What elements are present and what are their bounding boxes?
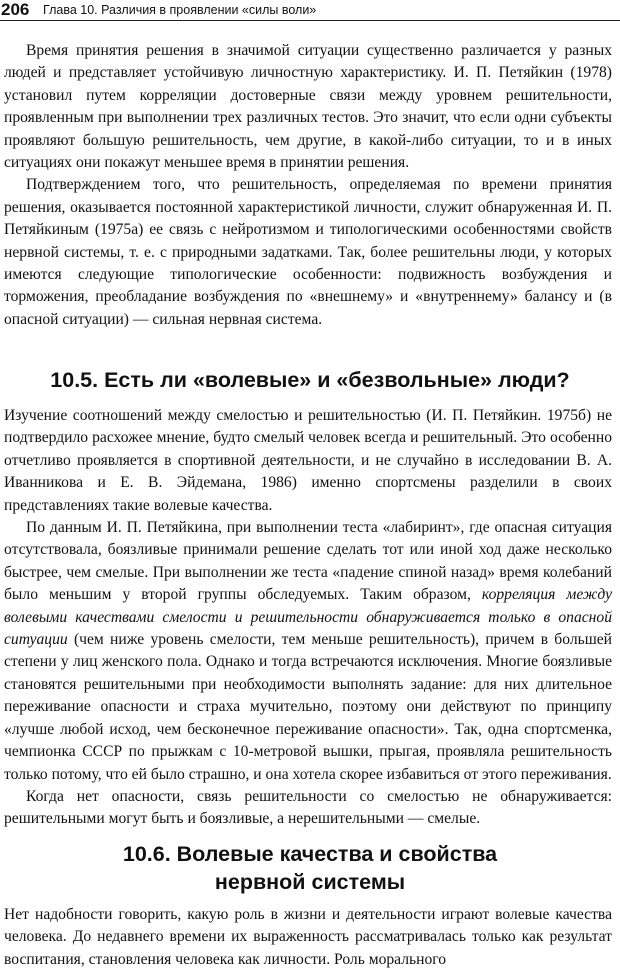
paragraph: Нет надобности говорить, какую роль в жизни и деятельности играют волевые качества человека. До недавнего времени их выраженность рассматривалась только как результат воспитания, становления человека как личности. Роль морального: [4, 906, 612, 968]
paragraph: [4, 517, 612, 786]
paragraph-text: По данным И. П. Петяйкина, при выполнении теста «лабиринт», где опасная ситуация отсутствовала, боязливые принимали решение сделать тот или иной ход даже несколько быстрее, чем смелые. При выполнении же теста «падение спиной назад» время колебаний было меньшим у второй группы обследуемых. Таким образом,: [4, 519, 612, 604]
paragraph-text: (чем ниже уровень смелости, тем меньше решительность), причем в большей степени у лиц женского пола. Однако и тогда встречаются исключения. Многие боязливые становятся решительными при необходимости выполнять задание: для них длительное переживание опасности и страха мучительно, поэтому они действуют по принципу «лучше любой исход, чем бесконечное переживание опасности». Так, одна спортсменка, чемпионка СССР по прыжкам с 10-метровой вышки, прыгая, проявляла решительность только потому, что ей было страшно, и она хотела скорее избавиться от этого переживания.: [4, 631, 612, 783]
paragraph: Подтверждением того, что решительность, определяемая по времени принятия решения, оказывается постоянной характеристикой личности, служит обнаруженная И. П. Петяйкиным (1975а) ее связь с нейротизмом и типологическими особенностями свойств нервной системы, т. е. с природными задатками. Так, более решительны люди, у которых имеются следующие типологические особенности: подвижность возбуждения и торможения, преобладание возбуждения по «внешнему» и «внутреннему» балансу и (в опасной ситуации) — сильная нервная система.: [4, 176, 612, 328]
italic-emphasis: корреляция между волевыми качествами смелости и решительности обнаруживается только в опасной ситуации: [4, 586, 612, 649]
heading-line: нервной системы: [214, 870, 406, 894]
paragraph: Изучение соотношений между смелостью и решительностью (И. П. Петяйкин. 1975б) не подтвердило расхожее мнение, будто смелый человек всегда и решительный. Это особенно отчетливо проявляется в спортивной деятельности, и не случайно в исследовании В. А. Иванникова и Е. В. Эйдемана, 1986) именно спортсмены разделили в своих представлениях такие волевые качества.: [4, 407, 612, 514]
paragraph: Когда нет опасности, связь решительности со смелостью не обнаруживается: решительными могут быть и боязливые, а нерешительными — смелые.: [4, 787, 612, 828]
running-title: Глава 10. Различия в проявлении «силы воли»: [43, 3, 317, 17]
text-block-10-6: [4, 904, 612, 971]
heading-line: 10.6. Волевые качества и свойства: [122, 842, 498, 866]
text-block-10-5: [4, 405, 612, 831]
section-heading-10-6: [0, 840, 620, 896]
running-header: [0, 0, 620, 22]
paragraph: Время принятия решения в значимой ситуации существенно различается у разных людей и представляет устойчивую личностную характеристику. И. П. Петяйкин (1978) установил путем корреляции достоверные связи между уровнем решительности, проявленным при выполнении трех различных тестов. Это значит, что если одни субъекты проявляют большую решительность, чем другие, в какой-либо ситуации, то и в иных ситуациях они покажут меньшее время в принятии решения.: [4, 42, 612, 172]
page-number: 206: [1, 0, 30, 19]
header-rule: [0, 20, 620, 21]
section-heading-10-5: 10.5. Есть ли «волевые» и «безвольные» люди?: [50, 368, 570, 392]
text-block-1: [4, 40, 612, 331]
